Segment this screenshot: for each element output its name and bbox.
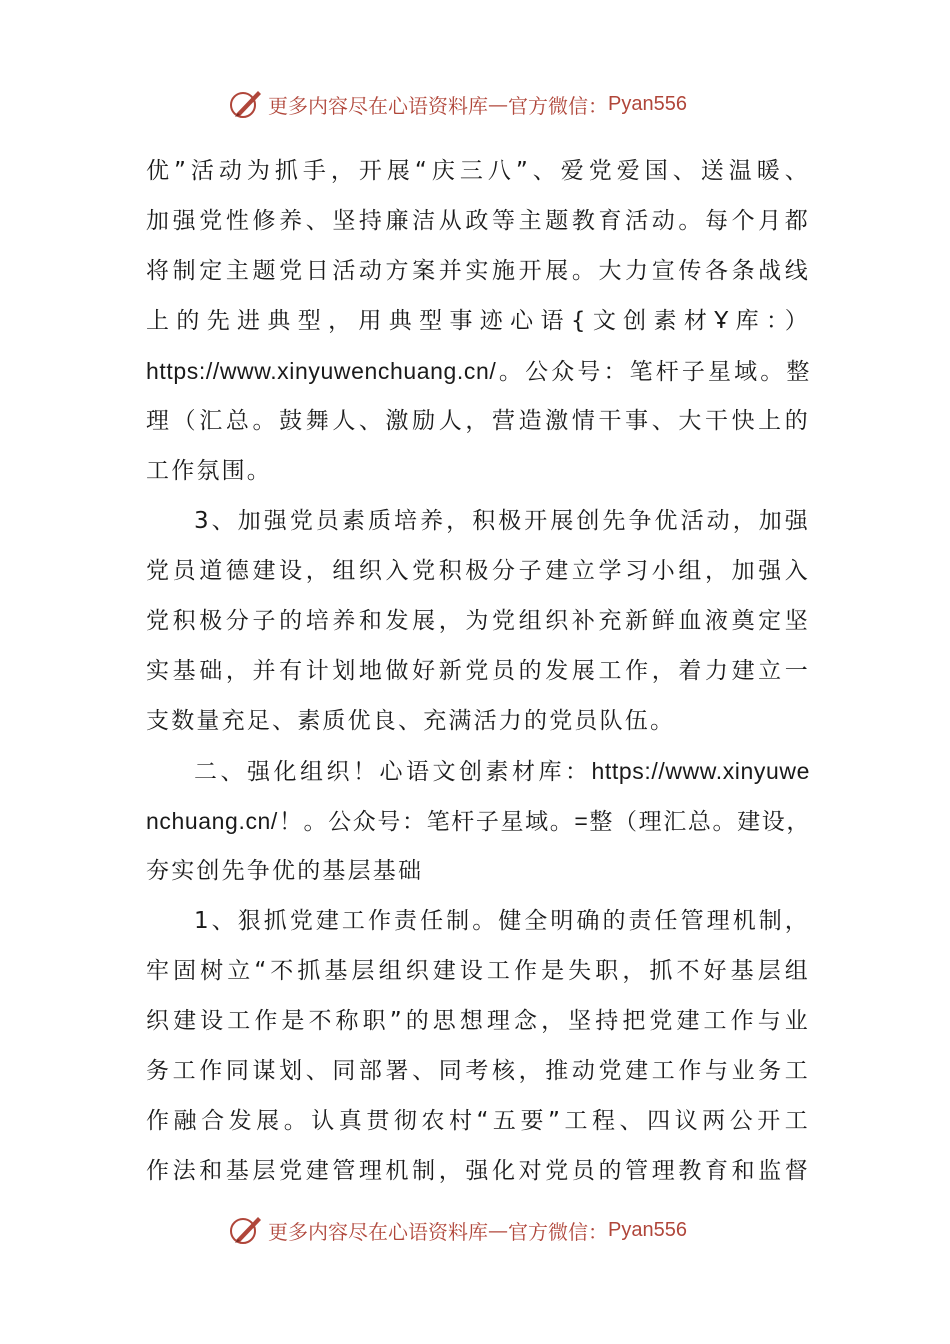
banner-tagline: 更多内容尽在心语资料库: [268, 1219, 488, 1244]
body-line: 二、强化组织！心语文创素材库：https://www.xinyuwe: [194, 758, 810, 784]
body-line: 实基础，并有计划地做好新党员的发展工作，着力建立一: [146, 658, 810, 684]
body-line: 党积极分子的培养和发展，为党组织补充新鲜血液奠定坚: [146, 608, 810, 634]
banner-tagline: 更多内容尽在心语资料库: [268, 93, 488, 118]
body-line: 务工作同谋划、同部署、同考核，推动党建工作与业务工: [146, 1058, 810, 1084]
quill-logo-icon: [228, 1212, 264, 1248]
footer-banner: [228, 1210, 687, 1250]
body-line: 支数量充足、素质优良、充满活力的党员队伍。: [146, 708, 676, 734]
body-line: https://www.xinyuwenchuang.cn/。公众号：笔杆子星域。整: [146, 358, 810, 384]
body-line: nchuang.cn/！。公众号：笔杆子星域。=整（理汇总。建设，: [146, 808, 810, 834]
body-line: 作融合发展。认真贯彻农村“五要”工程、四议两公开工: [146, 1108, 810, 1134]
banner-wechat-id: Pyan556: [608, 92, 687, 115]
body-line: 作法和基层党建管理机制，强化对党员的管理教育和监督: [146, 1158, 810, 1184]
body-line: 党员道德建设，组织入党积极分子建立学习小组，加强入: [146, 558, 810, 584]
body-line: 上的先进典型，用典型事迹心语{文创素材Ұ库：）: [146, 308, 810, 334]
body-line: 夯实创先争优的基层基础: [146, 858, 424, 884]
body-line: 工作氛围。: [146, 458, 272, 484]
body-line: 理（汇总。鼓舞人、激励人，营造激情干事、大干快上的: [146, 408, 810, 434]
banner-dash: —: [488, 92, 508, 116]
banner-wechat-id: Pyan556: [608, 1218, 687, 1241]
quill-logo-icon: [228, 86, 264, 122]
body-line: 织建设工作是不称职”的思想理念，坚持把党建工作与业: [146, 1008, 810, 1034]
body-line: 牢固树立“不抓基层组织建设工作是失职，抓不好基层组: [146, 958, 810, 984]
header-banner: [228, 84, 687, 124]
body-line: 3、加强党员素质培养，积极开展创先争优活动，加强: [194, 508, 810, 534]
banner-official-label: 官方微信：: [508, 1219, 608, 1244]
body-line: 1、狠抓党建工作责任制。健全明确的责任管理机制，: [194, 908, 810, 934]
document-body: [146, 146, 810, 1196]
body-line: 将制定主题党日活动方案并实施开展。大力宣传各条战线: [146, 258, 810, 284]
banner-official-label: 官方微信：: [508, 93, 608, 118]
body-line: 优”活动为抓手，开展“庆三八”、爱党爱国、送温暖、: [146, 158, 810, 184]
body-line: 加强党性修养、坚持廉洁从政等主题教育活动。每个月都: [146, 208, 810, 234]
banner-dash: —: [488, 1218, 508, 1242]
